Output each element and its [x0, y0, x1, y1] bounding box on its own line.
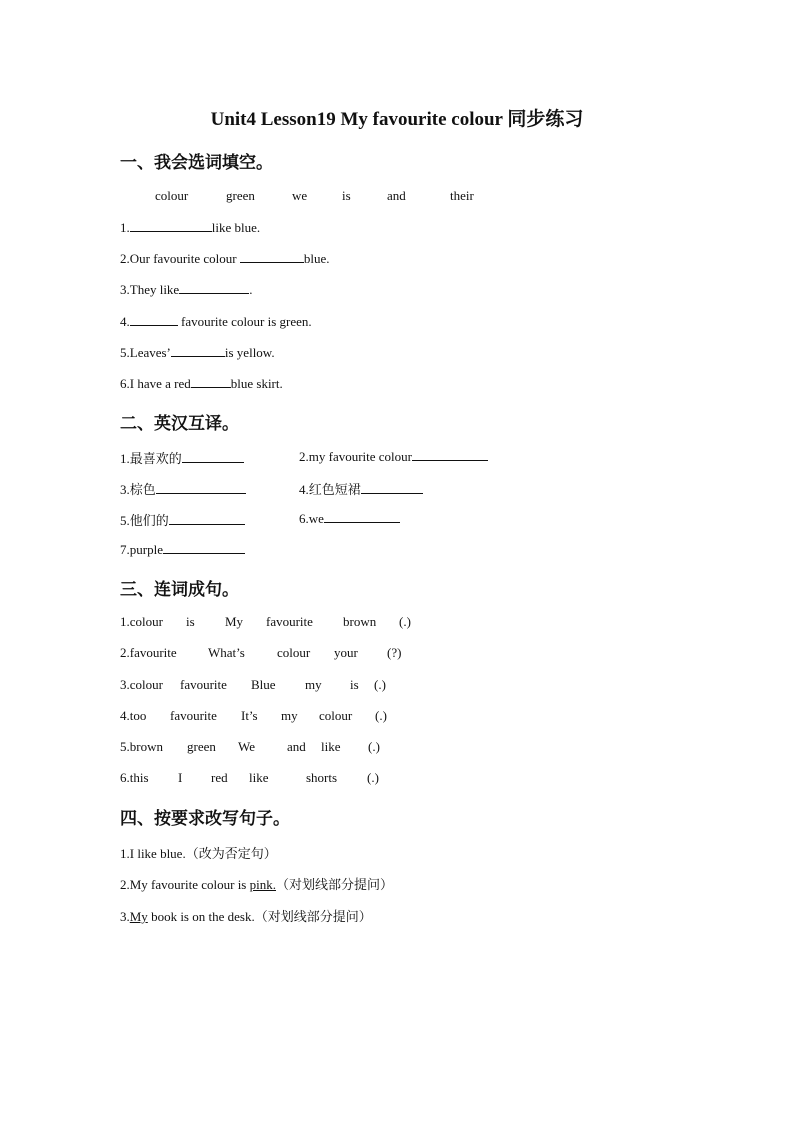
end-punctuation: (.) — [374, 677, 386, 692]
translate-item-4 — [299, 479, 423, 498]
rewrite-question-3 — [120, 906, 372, 925]
question-text: 4. — [120, 314, 130, 329]
word-bank-item: green — [226, 188, 255, 203]
question-text: 6.I have a red — [120, 376, 191, 391]
section-1-heading: 一、我会选词填空。 — [120, 153, 273, 172]
section-4-heading: 四、按要求改写句子。 — [120, 809, 290, 828]
scrambled-word: 4.too — [120, 708, 147, 723]
question-text: blue skirt. — [230, 376, 283, 391]
scrambled-word: 6.this — [120, 770, 149, 785]
scrambled-word: colour — [319, 708, 353, 723]
scrambled-word: 3.colour — [120, 677, 163, 692]
scrambled-word: Blue — [251, 677, 276, 692]
word-bank-item: colour — [155, 188, 189, 203]
underlined-word: pink. — [249, 877, 276, 892]
answer-blank[interactable] — [324, 510, 400, 523]
answer-blank[interactable] — [130, 313, 178, 326]
question-text: blue. — [303, 251, 330, 266]
question-text: （对划线部分提问） — [276, 877, 394, 892]
scrambled-word: green — [187, 739, 216, 754]
translate-item-7 — [120, 541, 245, 558]
scrambled-word: and — [287, 739, 306, 754]
section-3-heading: 三、连词成句。 — [120, 580, 239, 599]
end-punctuation: (.) — [375, 708, 387, 723]
scrambled-word: 5.brown — [120, 739, 163, 754]
answer-blank[interactable] — [412, 448, 488, 461]
scrambled-word: 2.favourite — [120, 645, 177, 660]
scrambled-word: is — [186, 614, 195, 629]
word-bank-item: and — [387, 188, 406, 203]
scrambled-word: 1.colour — [120, 614, 163, 629]
end-punctuation: (.) — [399, 614, 411, 629]
end-punctuation: (.) — [367, 770, 379, 785]
question-text: favourite colour is green. — [177, 314, 312, 329]
fill-question-4 — [120, 313, 312, 330]
question-text: 1. — [120, 220, 130, 235]
question-text: 2.Our favourite colour — [120, 251, 240, 266]
translate-prompt: 6.we — [299, 511, 324, 526]
translate-item-5 — [120, 510, 245, 529]
scrambled-word: like — [249, 770, 269, 785]
question-text: is yellow. — [224, 345, 275, 360]
question-text: 3. — [120, 909, 130, 924]
answer-blank[interactable] — [361, 481, 423, 494]
scrambled-word: shorts — [306, 770, 338, 785]
section-2-heading: 二、英汉互译。 — [120, 414, 239, 433]
answer-blank[interactable] — [191, 375, 231, 388]
end-punctuation: (.) — [368, 739, 380, 754]
answer-blank[interactable] — [169, 512, 245, 525]
question-text: book is on the desk.（对划线部分提问） — [147, 909, 372, 924]
translate-prompt: 5.他们的 — [120, 513, 169, 528]
scrambled-word: What’s — [208, 645, 245, 660]
fill-question-6 — [120, 375, 283, 392]
fill-question-3 — [120, 281, 252, 298]
answer-blank[interactable] — [240, 250, 304, 263]
fill-question-1 — [120, 219, 260, 236]
scrambled-word: like — [321, 739, 341, 754]
scrambled-word: colour — [277, 645, 311, 660]
translate-prompt: 4.红色短裙 — [299, 482, 361, 497]
question-text: 3.They like — [120, 282, 180, 297]
translate-item-1 — [120, 448, 244, 467]
question-text: 5.Leaves’ — [120, 345, 171, 360]
answer-blank[interactable] — [163, 541, 245, 554]
scrambled-word: my — [305, 677, 322, 692]
page-title: Unit4 Lesson19 My favourite colour 同步练习 — [210, 109, 584, 130]
translate-prompt: 2.my favourite colour — [299, 449, 412, 464]
word-bank-item: their — [450, 188, 474, 203]
scrambled-word: brown — [343, 614, 377, 629]
answer-blank[interactable] — [156, 481, 246, 494]
scrambled-word: your — [334, 645, 358, 660]
rewrite-question-2 — [120, 874, 393, 893]
translate-item-2 — [299, 448, 488, 465]
translate-item-6 — [299, 510, 400, 527]
scrambled-word: is — [350, 677, 359, 692]
question-text: like blue. — [211, 220, 261, 235]
word-bank-item: is — [342, 188, 351, 203]
answer-blank[interactable] — [171, 344, 225, 357]
question-text: 2.My favourite colour is — [120, 877, 250, 892]
scrambled-word: my — [281, 708, 298, 723]
question-text: . — [249, 282, 253, 297]
scrambled-word: favourite — [180, 677, 227, 692]
answer-blank[interactable] — [130, 219, 212, 232]
scrambled-word: It’s — [241, 708, 258, 723]
rewrite-question-1: 1.I like blue.（改为否定句） — [120, 846, 277, 861]
answer-blank[interactable] — [179, 281, 249, 294]
word-bank-item: we — [292, 188, 308, 203]
scrambled-word: favourite — [266, 614, 313, 629]
answer-blank[interactable] — [182, 450, 244, 463]
scrambled-word: I — [178, 770, 183, 785]
scrambled-word: My — [225, 614, 244, 629]
underlined-word: My — [129, 909, 148, 924]
translate-item-3 — [120, 479, 246, 498]
scrambled-word: We — [238, 739, 255, 754]
fill-question-5 — [120, 344, 275, 361]
fill-question-2 — [120, 250, 330, 267]
translate-prompt: 3.棕色 — [120, 482, 156, 497]
end-punctuation: (?) — [387, 645, 402, 660]
translate-prompt: 1.最喜欢的 — [120, 451, 182, 466]
scrambled-word: red — [211, 770, 228, 785]
scrambled-word: favourite — [170, 708, 217, 723]
translate-prompt: 7.purple — [120, 542, 163, 557]
